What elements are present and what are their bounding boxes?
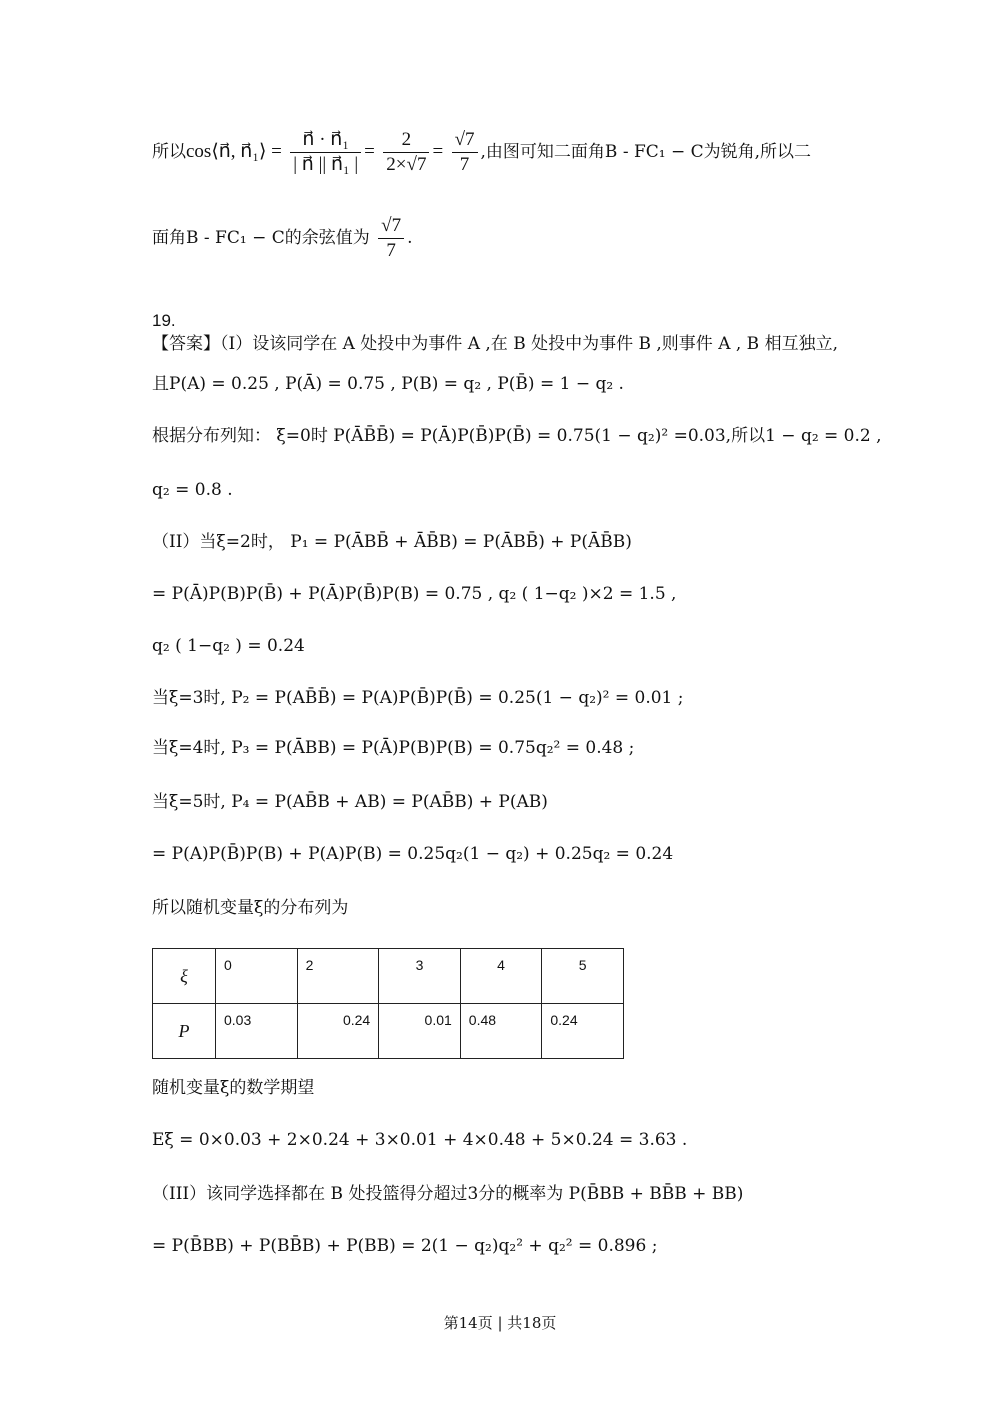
table-row (153, 949, 624, 1004)
fraction-dot-over-norms: $\frac{\text{n⃗ · n⃗₁}}{\text{| n⃗ || n⃗₁ |}}$ (290, 128, 361, 177)
xi-two-line: （II）当ξ=2时， P₁ = P(ĀBB̄ + ĀB̄B) = P(ĀBB̄) + P(ĀB̄B) (152, 532, 632, 552)
answer-intro: 【答案】（I）设该同学在 A 处投中为事件 A ,在 B 处投中为事件 B ,则事件 A , B 相互独立, (152, 334, 838, 354)
cosine-value-line: 面角B - FC₁ − C的余弦值为 $\frac{√7}{7}$ . (152, 215, 413, 261)
q2-value: q₂ = 0.8 . (152, 480, 233, 500)
table-cell: 0.48 (460, 1004, 542, 1059)
table-row (153, 1004, 624, 1059)
xi-five-line: 当ξ=5时, P₄ = P(AB̄B + AB) = P(AB̄B) + P(AB) (152, 792, 548, 812)
xi-four-line: 当ξ=4时, P₃ = P(ĀBB) = P(Ā)P(B)P(B) = 0.75q₂² = 0.48 ; (152, 738, 635, 758)
table-cell: 4 (460, 949, 542, 1004)
distribution-intro: 所以随机变量ξ的分布列为 (152, 898, 349, 918)
table-cell: 3 (379, 949, 461, 1004)
cosine-formula-line: 所以cos⟨n⃗, n⃗₁⟩ = $\frac{\text{n⃗ · n⃗₁}}{\text{| n⃗ || n⃗₁ |}}$ = $\frac{2}{2\times√7}$ = $\frac{√7}{7}$ ,由图可知二面角B - FC₁ − C为锐角,所以二 (152, 129, 812, 175)
page-footer: 第14页 | 共18页 (443, 1314, 557, 1332)
header-xi: ξ (153, 949, 216, 1004)
header-p: P (153, 1004, 216, 1059)
part-three-result: = P(B̄BB) + P(BB̄B) + P(BB) = 2(1 − q₂)q₂² + q₂² = 0.896 ; (152, 1236, 658, 1256)
table-cell: 2 (297, 949, 379, 1004)
expectation-formula: Eξ = 0×0.03 + 2×0.24 + 3×0.01 + 4×0.48 + 5×0.24 = 3.63 . (152, 1130, 688, 1150)
xi-zero-line: 根据分布列知： ξ=0时 P(ĀB̄B̄) = P(Ā)P(B̄)P(B̄) = 0.75(1 − q₂)² =0.03,所以1 − q₂ = 0.2 , (152, 426, 882, 446)
probability-definitions: 且P(A) = 0.25 , P(Ā) = 0.75 , P(B) = q₂ , P(B̄) = 1 − q₂ . (152, 374, 624, 394)
fraction-sqrt7-over-7: $\frac{√7}{7}$ (452, 128, 478, 177)
xi-five-expansion: = P(A)P(B̄)P(B) + P(A)P(B) = 0.25q₂(1 − q₂) + 0.25q₂ = 0.24 (152, 844, 674, 864)
distribution-table (152, 948, 624, 1059)
part-three-line: （III）该同学选择都在 B 处投篮得分超过3分的概率为 P(B̄BB + BB̄B + BB) (152, 1184, 744, 1204)
table-cell: 0 (216, 949, 298, 1004)
table-cell: 0.24 (297, 1004, 379, 1059)
table-cell: 0.03 (216, 1004, 298, 1059)
xi-two-expansion: = P(Ā)P(B)P(B̄) + P(Ā)P(B̄)P(B) = 0.75 , q₂ ( 1−q₂ )×2 = 1.5 , (152, 584, 677, 604)
question-number: 19. (152, 311, 176, 330)
fraction-two-over: $\frac{2}{2\times√7}$ (383, 128, 429, 177)
table-cell: 5 (542, 949, 624, 1004)
table-cell: 0.01 (379, 1004, 461, 1059)
table-cell: 0.24 (542, 1004, 624, 1059)
expectation-intro: 随机变量ξ的数学期望 (152, 1078, 315, 1098)
fraction-answer: $\frac{√7}{7}$ (378, 214, 404, 263)
xi-three-line: 当ξ=3时, P₂ = P(AB̄B̄) = P(A)P(B̄)P(B̄) = 0.25(1 − q₂)² = 0.01 ; (152, 688, 684, 708)
q2-product: q₂ ( 1−q₂ ) = 0.24 (152, 636, 305, 656)
